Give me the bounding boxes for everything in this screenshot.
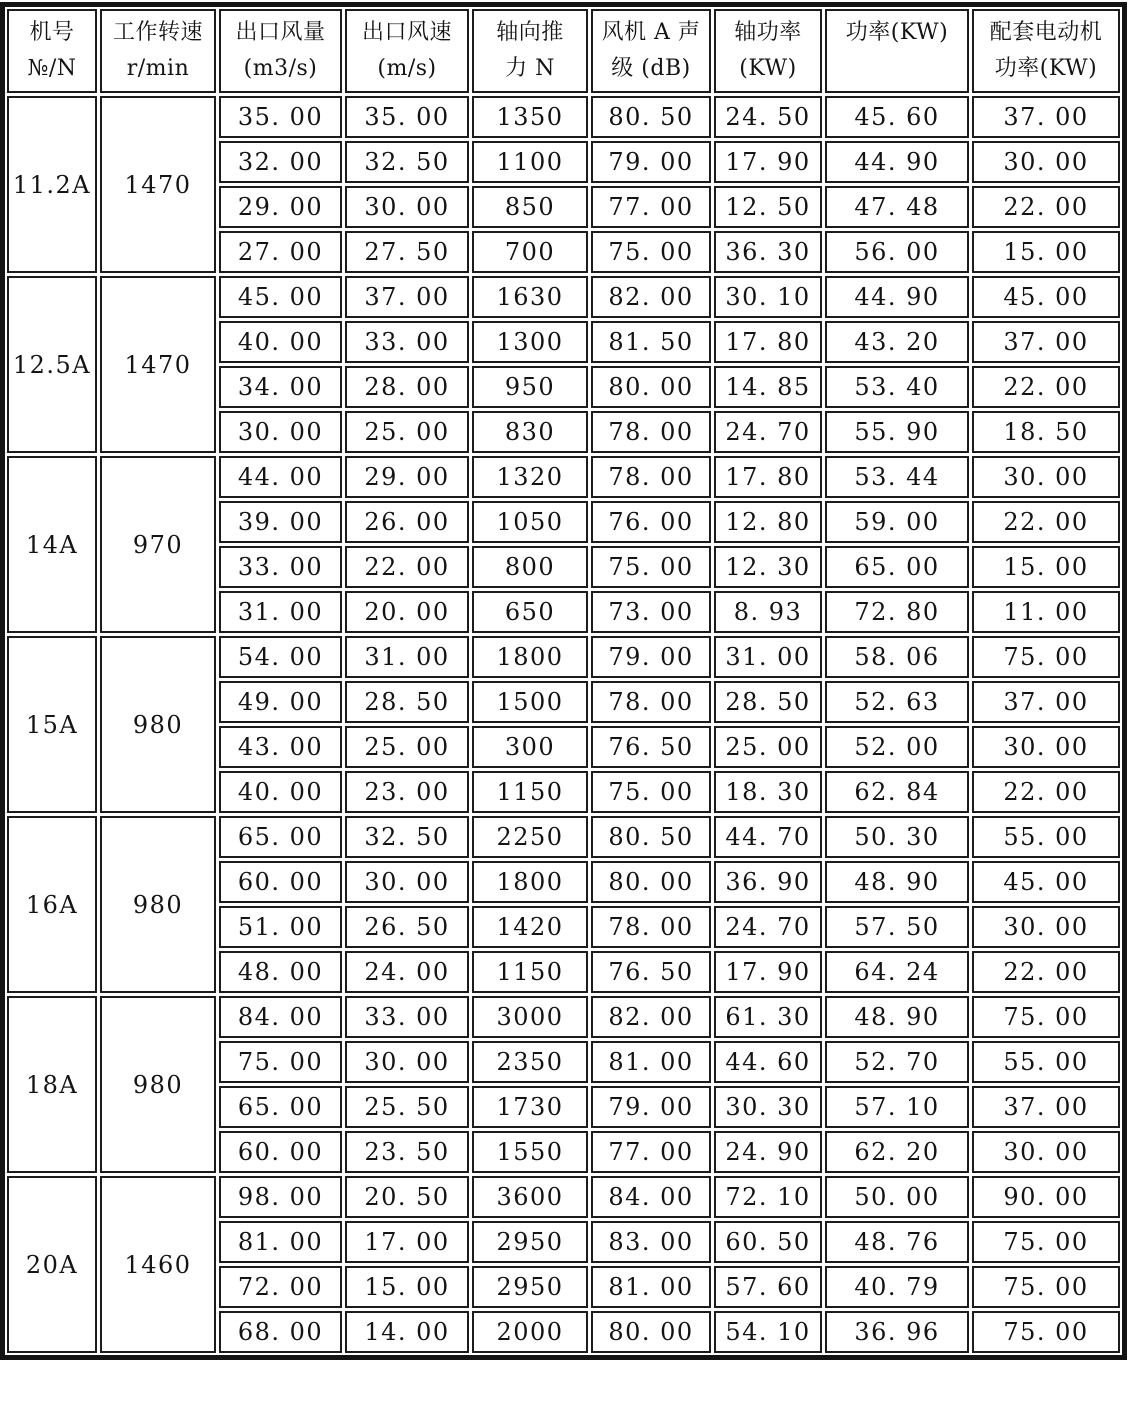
data-cell-axial-thrust: 830: [472, 411, 588, 453]
header-cell-power-kw: [825, 9, 969, 93]
data-cell-outlet-air-volume: 32. 00: [219, 141, 342, 183]
data-cell-outlet-air-velocity: 33. 00: [345, 996, 469, 1038]
data-cell-power-kw: 52. 63: [825, 681, 969, 723]
header-line2: (KW): [739, 56, 797, 81]
data-cell-sound-level: 76. 50: [591, 951, 711, 993]
data-cell-motor-power: 22. 00: [972, 771, 1120, 813]
header-line1: 轴向推: [496, 20, 564, 45]
data-cell-sound-level: 80. 50: [591, 816, 711, 858]
data-cell-outlet-air-volume: 44. 00: [219, 456, 342, 498]
data-cell-outlet-air-volume: 72. 00: [219, 1266, 342, 1308]
header-line2: 级 (dB): [611, 56, 691, 81]
data-cell-outlet-air-velocity: 23. 50: [345, 1131, 469, 1173]
data-cell-axial-thrust: 2000: [472, 1311, 588, 1353]
data-cell-power-kw: 62. 20: [825, 1131, 969, 1173]
speed-cell: 980: [100, 996, 216, 1173]
data-cell-sound-level: 81. 50: [591, 321, 711, 363]
data-cell-axial-thrust: 300: [472, 726, 588, 768]
data-cell-outlet-air-velocity: 25. 00: [345, 411, 469, 453]
data-cell-outlet-air-velocity: 35. 00: [345, 96, 469, 138]
speed-cell: 970: [100, 456, 216, 633]
data-cell-axial-thrust: 1420: [472, 906, 588, 948]
header-line2: 力 N: [505, 56, 555, 81]
data-cell-sound-level: 77. 00: [591, 186, 711, 228]
data-cell-motor-power: 18. 50: [972, 411, 1120, 453]
header-line2: r/min: [126, 56, 190, 81]
data-cell-sound-level: 78. 00: [591, 906, 711, 948]
data-cell-motor-power: 30. 00: [972, 1131, 1120, 1173]
data-cell-power-kw: 59. 00: [825, 501, 969, 543]
speed-cell: 1460: [100, 1176, 216, 1353]
data-cell-power-kw: 45. 60: [825, 96, 969, 138]
data-cell-motor-power: 30. 00: [972, 726, 1120, 768]
header-cell-motor-power: [972, 9, 1120, 93]
data-cell-outlet-air-velocity: 14. 00: [345, 1311, 469, 1353]
data-cell-outlet-air-velocity: 33. 00: [345, 321, 469, 363]
header-cell-shaft-power: [714, 9, 822, 93]
data-cell-outlet-air-volume: 65. 00: [219, 1086, 342, 1128]
header-line1: 轴功率: [734, 20, 802, 45]
data-cell-outlet-air-volume: 75. 00: [219, 1041, 342, 1083]
header-line1: 功率(KW): [845, 20, 949, 45]
data-cell-axial-thrust: 1730: [472, 1086, 588, 1128]
data-cell-shaft-power: 61. 30: [714, 996, 822, 1038]
data-cell-motor-power: 30. 00: [972, 456, 1120, 498]
model-cell: 14A: [7, 456, 97, 633]
data-cell-outlet-air-volume: 40. 00: [219, 771, 342, 813]
speed-cell: 980: [100, 636, 216, 813]
data-cell-outlet-air-velocity: 24. 00: [345, 951, 469, 993]
data-cell-shaft-power: 36. 90: [714, 861, 822, 903]
data-cell-outlet-air-velocity: 30. 00: [345, 861, 469, 903]
data-cell-power-kw: 58. 06: [825, 636, 969, 678]
data-cell-axial-thrust: 1800: [472, 861, 588, 903]
data-cell-power-kw: 72. 80: [825, 591, 969, 633]
data-cell-outlet-air-velocity: 20. 50: [345, 1176, 469, 1218]
data-cell-outlet-air-velocity: 28. 50: [345, 681, 469, 723]
data-cell-power-kw: 48. 76: [825, 1221, 969, 1263]
data-cell-shaft-power: 17. 90: [714, 141, 822, 183]
data-cell-motor-power: 22. 00: [972, 186, 1120, 228]
data-cell-power-kw: 36. 96: [825, 1311, 969, 1353]
data-cell-outlet-air-velocity: 26. 00: [345, 501, 469, 543]
data-cell-shaft-power: 24. 70: [714, 906, 822, 948]
data-cell-sound-level: 77. 00: [591, 1131, 711, 1173]
data-cell-outlet-air-volume: 33. 00: [219, 546, 342, 588]
data-cell-motor-power: 37. 00: [972, 681, 1120, 723]
header-cell-axial-thrust: [472, 9, 588, 93]
header-line1: 机号: [29, 20, 75, 45]
data-cell-outlet-air-velocity: 25. 00: [345, 726, 469, 768]
data-cell-sound-level: 79. 00: [591, 1086, 711, 1128]
fan-spec-table-frame: [0, 2, 1127, 1360]
data-cell-shaft-power: 12. 30: [714, 546, 822, 588]
data-cell-shaft-power: 44. 70: [714, 816, 822, 858]
fan-spec-table: [5, 7, 1122, 1355]
data-cell-sound-level: 73. 00: [591, 591, 711, 633]
data-cell-sound-level: 82. 00: [591, 276, 711, 318]
data-cell-axial-thrust: 3600: [472, 1176, 588, 1218]
data-cell-motor-power: 75. 00: [972, 996, 1120, 1038]
data-cell-shaft-power: 30. 10: [714, 276, 822, 318]
data-cell-power-kw: 57. 10: [825, 1086, 969, 1128]
data-cell-outlet-air-velocity: 37. 00: [345, 276, 469, 318]
data-cell-shaft-power: 44. 60: [714, 1041, 822, 1083]
data-cell-motor-power: 55. 00: [972, 1041, 1120, 1083]
header-line2: №/N: [27, 56, 77, 81]
header-line1: 出口风速: [361, 20, 452, 45]
data-cell-outlet-air-velocity: 23. 00: [345, 771, 469, 813]
data-cell-sound-level: 75. 00: [591, 231, 711, 273]
data-cell-power-kw: 64. 24: [825, 951, 969, 993]
data-cell-sound-level: 84. 00: [591, 1176, 711, 1218]
data-cell-shaft-power: 14. 85: [714, 366, 822, 408]
data-cell-motor-power: 55. 00: [972, 816, 1120, 858]
data-cell-outlet-air-velocity: 30. 00: [345, 1041, 469, 1083]
data-cell-shaft-power: 72. 10: [714, 1176, 822, 1218]
data-cell-power-kw: 50. 00: [825, 1176, 969, 1218]
data-cell-motor-power: 30. 00: [972, 906, 1120, 948]
data-cell-sound-level: 75. 00: [591, 771, 711, 813]
data-cell-axial-thrust: 1150: [472, 951, 588, 993]
data-cell-sound-level: 80. 50: [591, 96, 711, 138]
data-cell-motor-power: 37. 00: [972, 96, 1120, 138]
data-cell-power-kw: 48. 90: [825, 861, 969, 903]
data-cell-outlet-air-velocity: 31. 00: [345, 636, 469, 678]
data-cell-sound-level: 83. 00: [591, 1221, 711, 1263]
data-cell-axial-thrust: 850: [472, 186, 588, 228]
data-cell-power-kw: 57. 50: [825, 906, 969, 948]
data-cell-shaft-power: 24. 90: [714, 1131, 822, 1173]
header-cell-sound-level: [591, 9, 711, 93]
data-cell-outlet-air-velocity: 26. 50: [345, 906, 469, 948]
data-cell-outlet-air-velocity: 25. 50: [345, 1086, 469, 1128]
header-line1: 工作转速: [112, 20, 203, 45]
data-cell-outlet-air-volume: 49. 00: [219, 681, 342, 723]
data-cell-outlet-air-velocity: 22. 00: [345, 546, 469, 588]
data-cell-motor-power: 37. 00: [972, 321, 1120, 363]
data-cell-axial-thrust: 1320: [472, 456, 588, 498]
data-cell-motor-power: 22. 00: [972, 951, 1120, 993]
data-cell-outlet-air-volume: 65. 00: [219, 816, 342, 858]
data-cell-axial-thrust: 700: [472, 231, 588, 273]
data-cell-outlet-air-volume: 43. 00: [219, 726, 342, 768]
data-cell-motor-power: 75. 00: [972, 1221, 1120, 1263]
data-cell-outlet-air-velocity: 15. 00: [345, 1266, 469, 1308]
data-cell-outlet-air-velocity: 20. 00: [345, 591, 469, 633]
data-cell-axial-thrust: 650: [472, 591, 588, 633]
data-cell-outlet-air-volume: 51. 00: [219, 906, 342, 948]
data-cell-sound-level: 78. 00: [591, 456, 711, 498]
data-cell-shaft-power: 30. 30: [714, 1086, 822, 1128]
data-cell-power-kw: 44. 90: [825, 276, 969, 318]
data-cell-outlet-air-volume: 60. 00: [219, 861, 342, 903]
data-cell-shaft-power: 57. 60: [714, 1266, 822, 1308]
data-cell-axial-thrust: 2250: [472, 816, 588, 858]
data-cell-axial-thrust: 1150: [472, 771, 588, 813]
data-cell-motor-power: 11. 00: [972, 591, 1120, 633]
model-cell: 18A: [7, 996, 97, 1173]
data-cell-motor-power: 75. 00: [972, 636, 1120, 678]
data-cell-outlet-air-velocity: 30. 00: [345, 186, 469, 228]
data-cell-shaft-power: 36. 30: [714, 231, 822, 273]
data-cell-axial-thrust: 1050: [472, 501, 588, 543]
data-cell-power-kw: 65. 00: [825, 546, 969, 588]
data-cell-shaft-power: 17. 80: [714, 456, 822, 498]
model-cell: 20A: [7, 1176, 97, 1353]
data-cell-outlet-air-volume: 45. 00: [219, 276, 342, 318]
data-cell-outlet-air-volume: 98. 00: [219, 1176, 342, 1218]
data-cell-outlet-air-volume: 48. 00: [219, 951, 342, 993]
data-cell-shaft-power: 25. 00: [714, 726, 822, 768]
data-cell-sound-level: 76. 00: [591, 501, 711, 543]
data-cell-motor-power: 75. 00: [972, 1311, 1120, 1353]
data-cell-sound-level: 79. 00: [591, 636, 711, 678]
data-cell-motor-power: 30. 00: [972, 141, 1120, 183]
data-cell-shaft-power: 12. 50: [714, 186, 822, 228]
data-cell-motor-power: 90. 00: [972, 1176, 1120, 1218]
model-cell: 16A: [7, 816, 97, 993]
data-cell-axial-thrust: 2950: [472, 1266, 588, 1308]
data-cell-axial-thrust: 1800: [472, 636, 588, 678]
model-cell: 12.5A: [7, 276, 97, 453]
data-cell-outlet-air-volume: 54. 00: [219, 636, 342, 678]
header-cell-outlet-air-volume: [219, 9, 342, 93]
data-cell-shaft-power: 18. 30: [714, 771, 822, 813]
data-cell-sound-level: 76. 50: [591, 726, 711, 768]
data-cell-outlet-air-volume: 81. 00: [219, 1221, 342, 1263]
model-cell: 15A: [7, 636, 97, 813]
speed-cell: 1470: [100, 276, 216, 453]
data-cell-outlet-air-volume: 31. 00: [219, 591, 342, 633]
header-line2: 功率(KW): [994, 56, 1098, 81]
data-cell-power-kw: 62. 84: [825, 771, 969, 813]
speed-cell: 980: [100, 816, 216, 993]
data-cell-sound-level: 82. 00: [591, 996, 711, 1038]
data-cell-sound-level: 78. 00: [591, 411, 711, 453]
data-cell-axial-thrust: 2950: [472, 1221, 588, 1263]
data-cell-outlet-air-velocity: 27. 50: [345, 231, 469, 273]
header-line1: 配套电动机: [989, 20, 1103, 45]
data-cell-sound-level: 75. 00: [591, 546, 711, 588]
data-cell-power-kw: 55. 90: [825, 411, 969, 453]
data-cell-power-kw: 44. 90: [825, 141, 969, 183]
data-cell-outlet-air-volume: 34. 00: [219, 366, 342, 408]
header-line2: (m3/s): [243, 56, 318, 81]
data-cell-outlet-air-volume: 84. 00: [219, 996, 342, 1038]
header-line2: (m/s): [377, 56, 437, 81]
data-cell-outlet-air-volume: 27. 00: [219, 231, 342, 273]
data-cell-power-kw: 50. 30: [825, 816, 969, 858]
data-cell-motor-power: 45. 00: [972, 276, 1120, 318]
data-cell-axial-thrust: 1550: [472, 1131, 588, 1173]
data-cell-outlet-air-volume: 29. 00: [219, 186, 342, 228]
data-cell-sound-level: 81. 00: [591, 1266, 711, 1308]
data-cell-power-kw: 52. 00: [825, 726, 969, 768]
data-cell-outlet-air-volume: 30. 00: [219, 411, 342, 453]
data-cell-motor-power: 45. 00: [972, 861, 1120, 903]
data-cell-axial-thrust: 800: [472, 546, 588, 588]
data-cell-axial-thrust: 1500: [472, 681, 588, 723]
data-cell-shaft-power: 17. 80: [714, 321, 822, 363]
data-cell-axial-thrust: 1300: [472, 321, 588, 363]
data-cell-power-kw: 53. 44: [825, 456, 969, 498]
data-cell-axial-thrust: 950: [472, 366, 588, 408]
speed-cell: 1470: [100, 96, 216, 273]
data-cell-axial-thrust: 1100: [472, 141, 588, 183]
data-cell-motor-power: 22. 00: [972, 366, 1120, 408]
data-cell-power-kw: 40. 79: [825, 1266, 969, 1308]
data-cell-power-kw: 48. 90: [825, 996, 969, 1038]
data-cell-shaft-power: 54. 10: [714, 1311, 822, 1353]
data-cell-sound-level: 78. 00: [591, 681, 711, 723]
data-cell-sound-level: 80. 00: [591, 366, 711, 408]
data-cell-outlet-air-velocity: 32. 50: [345, 141, 469, 183]
header-line1: 风机 A 声: [601, 20, 701, 45]
data-cell-sound-level: 80. 00: [591, 861, 711, 903]
data-cell-axial-thrust: 2350: [472, 1041, 588, 1083]
data-cell-power-kw: 52. 70: [825, 1041, 969, 1083]
data-cell-shaft-power: 28. 50: [714, 681, 822, 723]
data-cell-outlet-air-velocity: 17. 00: [345, 1221, 469, 1263]
header-cell-outlet-air-velocity: [345, 9, 469, 93]
data-cell-sound-level: 79. 00: [591, 141, 711, 183]
data-cell-shaft-power: 31. 00: [714, 636, 822, 678]
model-cell: 11.2A: [7, 96, 97, 273]
data-cell-axial-thrust: 3000: [472, 996, 588, 1038]
data-cell-motor-power: 37. 00: [972, 1086, 1120, 1128]
data-cell-outlet-air-volume: 68. 00: [219, 1311, 342, 1353]
data-cell-shaft-power: 8. 93: [714, 591, 822, 633]
data-cell-outlet-air-volume: 40. 00: [219, 321, 342, 363]
header-cell-machine-no: [7, 9, 97, 93]
data-cell-outlet-air-velocity: 28. 00: [345, 366, 469, 408]
data-cell-outlet-air-velocity: 29. 00: [345, 456, 469, 498]
data-cell-axial-thrust: 1630: [472, 276, 588, 318]
data-cell-power-kw: 53. 40: [825, 366, 969, 408]
data-cell-motor-power: 75. 00: [972, 1266, 1120, 1308]
data-cell-power-kw: 43. 20: [825, 321, 969, 363]
data-cell-outlet-air-velocity: 32. 50: [345, 816, 469, 858]
header-cell-working-speed: [100, 9, 216, 93]
data-cell-shaft-power: 24. 50: [714, 96, 822, 138]
data-cell-outlet-air-volume: 60. 00: [219, 1131, 342, 1173]
data-cell-shaft-power: 60. 50: [714, 1221, 822, 1263]
data-cell-motor-power: 15. 00: [972, 231, 1120, 273]
data-cell-shaft-power: 12. 80: [714, 501, 822, 543]
data-cell-shaft-power: 24. 70: [714, 411, 822, 453]
data-cell-motor-power: 22. 00: [972, 501, 1120, 543]
data-cell-outlet-air-volume: 39. 00: [219, 501, 342, 543]
data-cell-outlet-air-volume: 35. 00: [219, 96, 342, 138]
data-cell-power-kw: 47. 48: [825, 186, 969, 228]
data-cell-power-kw: 56. 00: [825, 231, 969, 273]
data-cell-motor-power: 15. 00: [972, 546, 1120, 588]
data-cell-sound-level: 80. 00: [591, 1311, 711, 1353]
data-cell-shaft-power: 17. 90: [714, 951, 822, 993]
header-line1: 出口风量: [235, 20, 326, 45]
data-cell-axial-thrust: 1350: [472, 96, 588, 138]
data-cell-sound-level: 81. 00: [591, 1041, 711, 1083]
